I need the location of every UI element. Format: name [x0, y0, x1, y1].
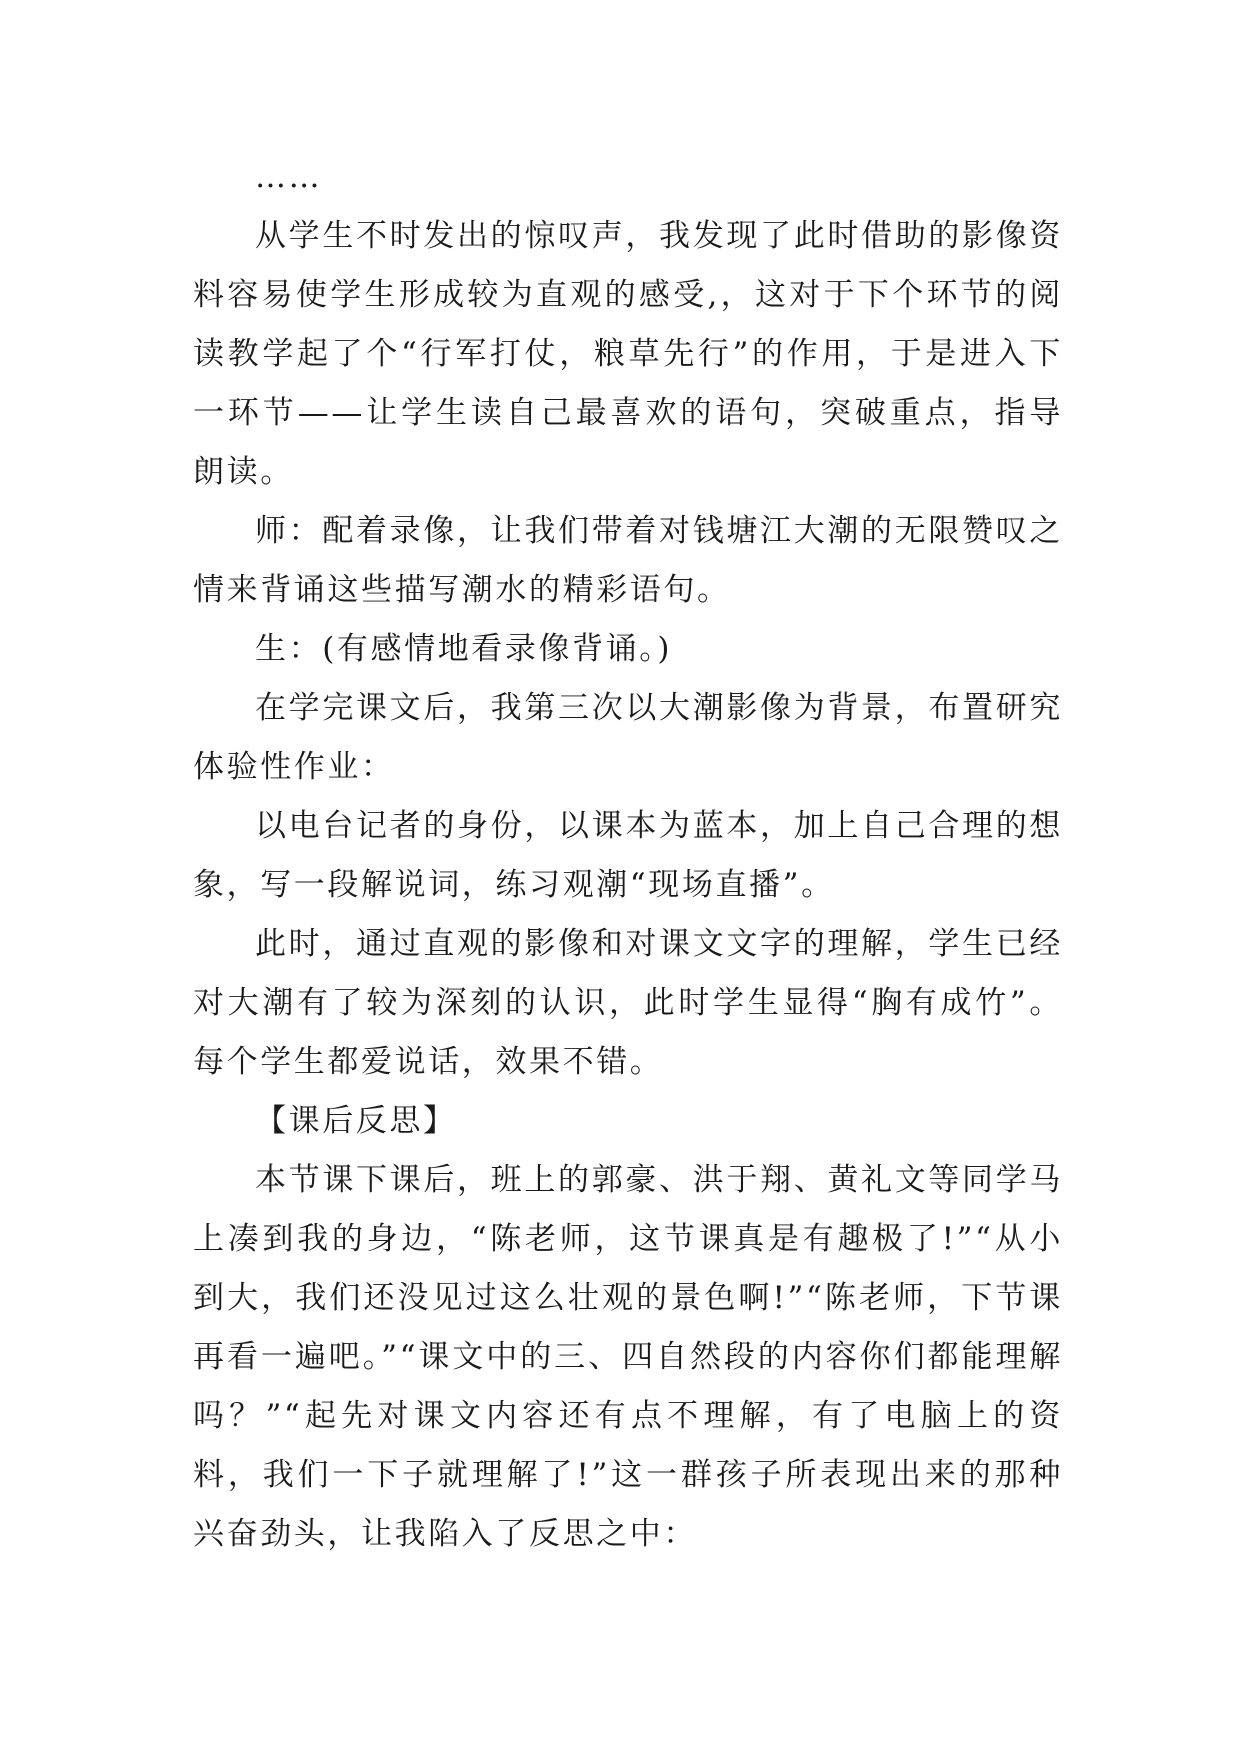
paragraph-video-effect: 从学生不时发出的惊叹声，我发现了此时借助的影像资料容易使学生形成较为直观的感受,，这对于下个环节的阅读教学起了个“行军打仗，粮草先行”的作用，于是进入下一环节——让学生读自己最喜欢的语句，突破重点，指导朗读。	[193, 218, 1063, 490]
document-body	[193, 148, 1063, 1564]
paragraph-homework-task: 以电台记者的身份，以课本为蓝本，加上自己合理的想象，写一段解说词，练习观潮“现场直播”。	[193, 808, 1063, 903]
paragraph-teacher-prompt: 师：配着录像，让我们带着对钱塘江大潮的无限赞叹之情来背诵这些描写潮水的精彩语句。	[193, 513, 1063, 608]
paragraph-ellipsis: ……	[255, 159, 323, 195]
paragraph-homework-intro: 在学完课文后，我第三次以大潮影像为背景，布置研究体验性作业：	[193, 690, 1063, 785]
paragraph-outcome: 此时，通过直观的影像和对课文文字的理解，学生已经对大潮有了较为深刻的认识，此时学生显得“胸有成竹”。每个学生都爱说话，效果不错。	[193, 926, 1063, 1080]
paragraph-reflection: 本节课下课后，班上的郭豪、洪于翔、黄礼文等同学马上凑到我的身边，“陈老师，这节课真是有趣极了!”“从小到大，我们还没见过这么壮观的景色啊!”“陈老师，下节课再看一遍吧。”“课文中的三、四自然段的内容你们都能理解吗？”“起先对课文内容还有点不理解，有了电脑上的资料，我们一下子就理解了!”这一群孩子所表现出来的那种兴奋劲头，让我陷入了反思之中：	[193, 1162, 1063, 1552]
section-heading-reflection: 【课后反思】	[255, 1103, 457, 1139]
paragraph-student-response: 生：(有感情地看录像背诵。)	[255, 631, 673, 667]
